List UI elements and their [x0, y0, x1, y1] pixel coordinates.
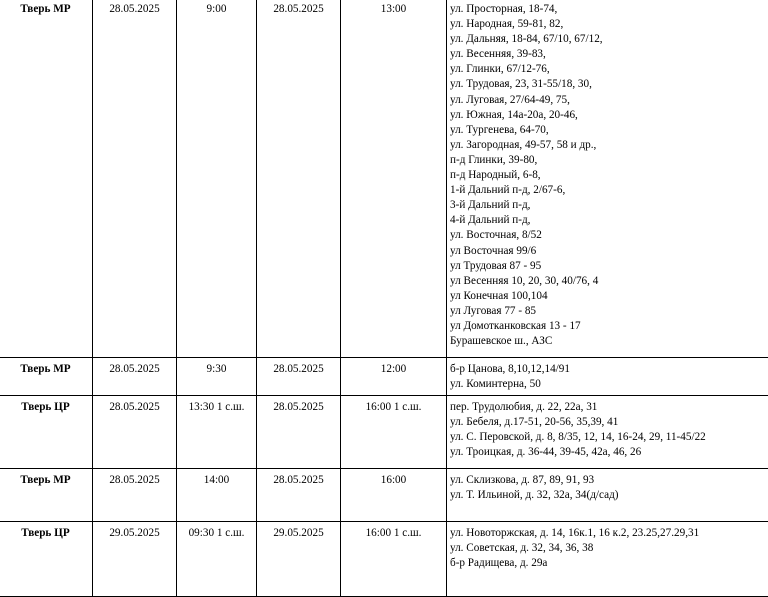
street-line: ул. Склизкова, д. 87, 89, 91, 93	[450, 473, 768, 488]
street-line: пер. Трудолюбия, д. 22, 22а, 31	[450, 400, 768, 415]
area-cell: Тверь МР	[0, 469, 93, 522]
start-time-cell: 14:00	[177, 469, 257, 522]
street-line: 3-й Дальний п-д,	[450, 198, 768, 213]
street-line: ул. Т. Ильиной, д. 32, 32а, 34(д/сад)	[450, 488, 768, 503]
streets-cell	[447, 396, 768, 469]
street-line: б-р Цанова, 8,10,12,14/91	[450, 362, 768, 377]
street-line: ул. Загородная, 49-57, 58 и др.,	[450, 138, 768, 153]
start-time-cell: 13:30 1 с.ш.	[177, 396, 257, 469]
start-date-cell: 28.05.2025	[93, 396, 177, 469]
street-line: ул. Дальняя, 18-84, 67/10, 67/12,	[450, 32, 768, 47]
street-line: ул. Южная, 14а-20а, 20-46,	[450, 108, 768, 123]
street-line: ул. Тургенева, 64-70,	[450, 123, 768, 138]
street-line: ул. Коминтерна, 50	[450, 377, 768, 392]
street-line: ул. Трудовая, 23, 31-55/18, 30,	[450, 77, 768, 92]
streets-cell	[447, 469, 768, 522]
start-date-cell: 28.05.2025	[93, 469, 177, 522]
streets-cell	[447, 522, 768, 597]
street-line: ул. Просторная, 18-74,	[450, 2, 768, 17]
end-time-cell: 16:00	[341, 469, 447, 522]
start-time-cell: 09:30 1 с.ш.	[177, 522, 257, 597]
street-line: ул. Восточная, 8/52	[450, 228, 768, 243]
street-line: б-р Радищева, д. 29а	[450, 556, 768, 571]
street-line: ул Конечная 100,104	[450, 289, 768, 304]
area-cell: Тверь ЦР	[0, 522, 93, 597]
street-line: ул. Весенняя, 39-83,	[450, 47, 768, 62]
area-cell: Тверь МР	[0, 358, 93, 396]
end-date-cell: 28.05.2025	[257, 396, 341, 469]
end-time-cell: 16:00 1 с.ш.	[341, 522, 447, 597]
start-time-cell: 9:30	[177, 358, 257, 396]
end-time-cell: 12:00	[341, 358, 447, 396]
street-line: ул. С. Перовской, д. 8, 8/35, 12, 14, 16-24, 29, 11-45/22	[450, 430, 768, 445]
start-date-cell: 28.05.2025	[93, 358, 177, 396]
street-line: ул. Глинки, 67/12-76,	[450, 62, 768, 77]
end-date-cell: 29.05.2025	[257, 522, 341, 597]
streets-cell	[447, 0, 768, 358]
table-row	[0, 396, 768, 469]
end-time-cell: 13:00	[341, 0, 447, 358]
area-cell: Тверь ЦР	[0, 396, 93, 469]
street-line: ул Трудовая 87 - 95	[450, 259, 768, 274]
end-date-cell: 28.05.2025	[257, 469, 341, 522]
street-line: Бурашевское ш., АЗС	[450, 334, 768, 349]
street-line: п-д Глинки, 39-80,	[450, 153, 768, 168]
street-line: ул. Троицкая, д. 36-44, 39-45, 42а, 46, 26	[450, 445, 768, 460]
start-date-cell: 28.05.2025	[93, 0, 177, 358]
streets-cell	[447, 358, 768, 396]
area-cell: Тверь МР	[0, 0, 93, 358]
street-line: ул. Луговая, 27/64-49, 75,	[450, 93, 768, 108]
start-date-cell: 29.05.2025	[93, 522, 177, 597]
end-time-cell: 16:00 1 с.ш.	[341, 396, 447, 469]
street-line: ул. Народная, 59-81, 82,	[450, 17, 768, 32]
end-date-cell: 28.05.2025	[257, 358, 341, 396]
street-line: 4-й Дальний п-д,	[450, 213, 768, 228]
street-line: 1-й Дальний п-д, 2/67-6,	[450, 183, 768, 198]
start-time-cell: 9:00	[177, 0, 257, 358]
street-line: ул Весенняя 10, 20, 30, 40/76, 4	[450, 274, 768, 289]
street-line: ул. Новоторжская, д. 14, 16к.1, 16 к.2, 23.25,27.29,31	[450, 526, 768, 541]
street-line: ул Домотканковская 13 - 17	[450, 319, 768, 334]
street-line: п-д Народный, 6-8,	[450, 168, 768, 183]
street-line: ул. Бебеля, д.17-51, 20-56, 35,39, 41	[450, 415, 768, 430]
street-line: ул Луговая 77 - 85	[450, 304, 768, 319]
end-date-cell: 28.05.2025	[257, 0, 341, 358]
table-row	[0, 522, 768, 597]
street-line: ул. Советская, д. 32, 34, 36, 38	[450, 541, 768, 556]
table-row	[0, 358, 768, 396]
street-line: ул Восточная 99/6	[450, 244, 768, 259]
table-row	[0, 469, 768, 522]
